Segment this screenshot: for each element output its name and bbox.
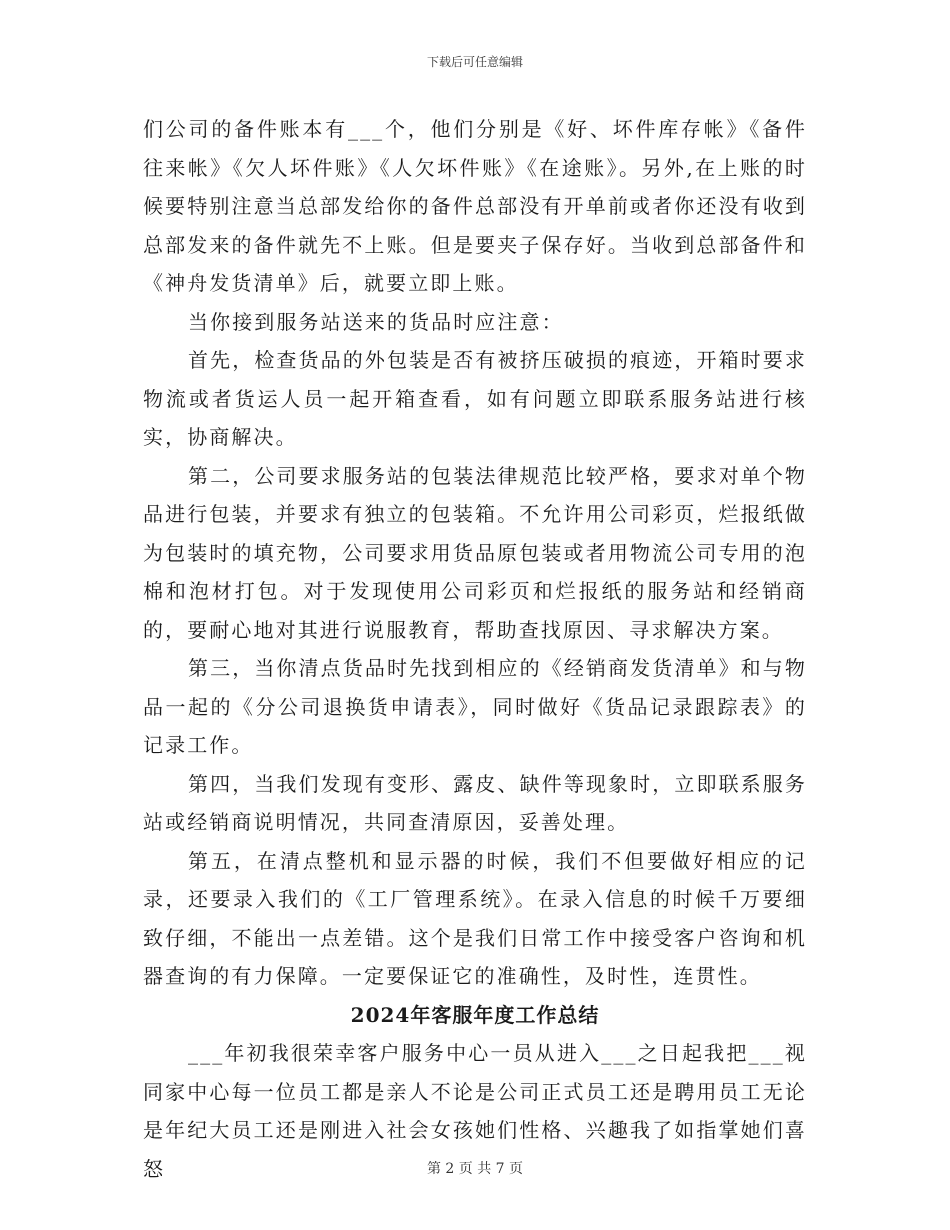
- paragraph-ledger-accounts: 们公司的备件账本有___个，他们分别是《好、坏件库存帐》《备件往来帐》《欠人坏件账》《人欠坏件账》《在途账》。另外,在上账的时候要特别注意当总部发给你的备件总部没有开单前或者你还没有收到总部发来的备件就先不上账。但是要夹子保存好。当收到总部备件和《神舟发货清单》后，就要立即上账。: [143, 117, 807, 295]
- paragraph-third-step: 第三，当你清点货品时先找到相应的《经销商发货清单》和与物品一起的《分公司退换货申请表》，同时做好《货品记录跟踪表》的记录工作。: [143, 656, 807, 757]
- section-title: 2024年客服年度工作总结: [350, 1002, 600, 1027]
- page-number: 第 2 页 共 7 页: [426, 1161, 524, 1177]
- page-header: 下载后可任意编辑: [426, 55, 523, 69]
- paragraph-annual-summary: ___年初我很荣幸客户服务中心一员从进入___之日起我把___视同家中心每一位员工都是亲人不论是公司正式员工还是聘用员工无论是年纪大员工还是刚进入社会女孩她们性格、兴趣我了如指掌她们喜怒: [143, 1041, 807, 1181]
- paragraph-second-step: 第二，公司要求服务站的包装法律规范比较严格，要求对单个物品进行包装，并要求有独立的包装箱。不允许用公司彩页，烂报纸做为包装时的填充物，公司要求用货品原包装或者用物流公司专用的泡棉和泡材打包。对于发现使用公司彩页和烂报纸的服务站和经销商的，要耐心地对其进行说服教育，帮助查找原因、寻求解决方案。: [143, 463, 807, 642]
- paragraph-fifth-step: 第五，在清点整机和显示器的时候，我们不但要做好相应的记录，还要录入我们的《工厂管理系统》。在录入信息的时候千万要细致仔细，不能出一点差错。这个是我们日常工作中接受客户咨询和机器查询的有力保障。一定要保证它的准确性，及时性，连贯性。: [143, 848, 807, 988]
- document-body: [143, 110, 807, 1188]
- paragraph-receiving-notes: 当你接到服务站送来的货品时应注意：: [188, 309, 564, 334]
- paragraph-first-step: 首先，检查货品的外包装是否有被挤压破损的痕迹，开箱时要求物流或者货运人员一起开箱查看，如有问题立即联系服务站进行核实，协商解决。: [143, 348, 807, 449]
- paragraph-fourth-step: 第四，当我们发现有变形、露皮、缺件等现象时，立即联系服务站或经销商说明情况，共同查清原因，妥善处理。: [143, 771, 807, 834]
